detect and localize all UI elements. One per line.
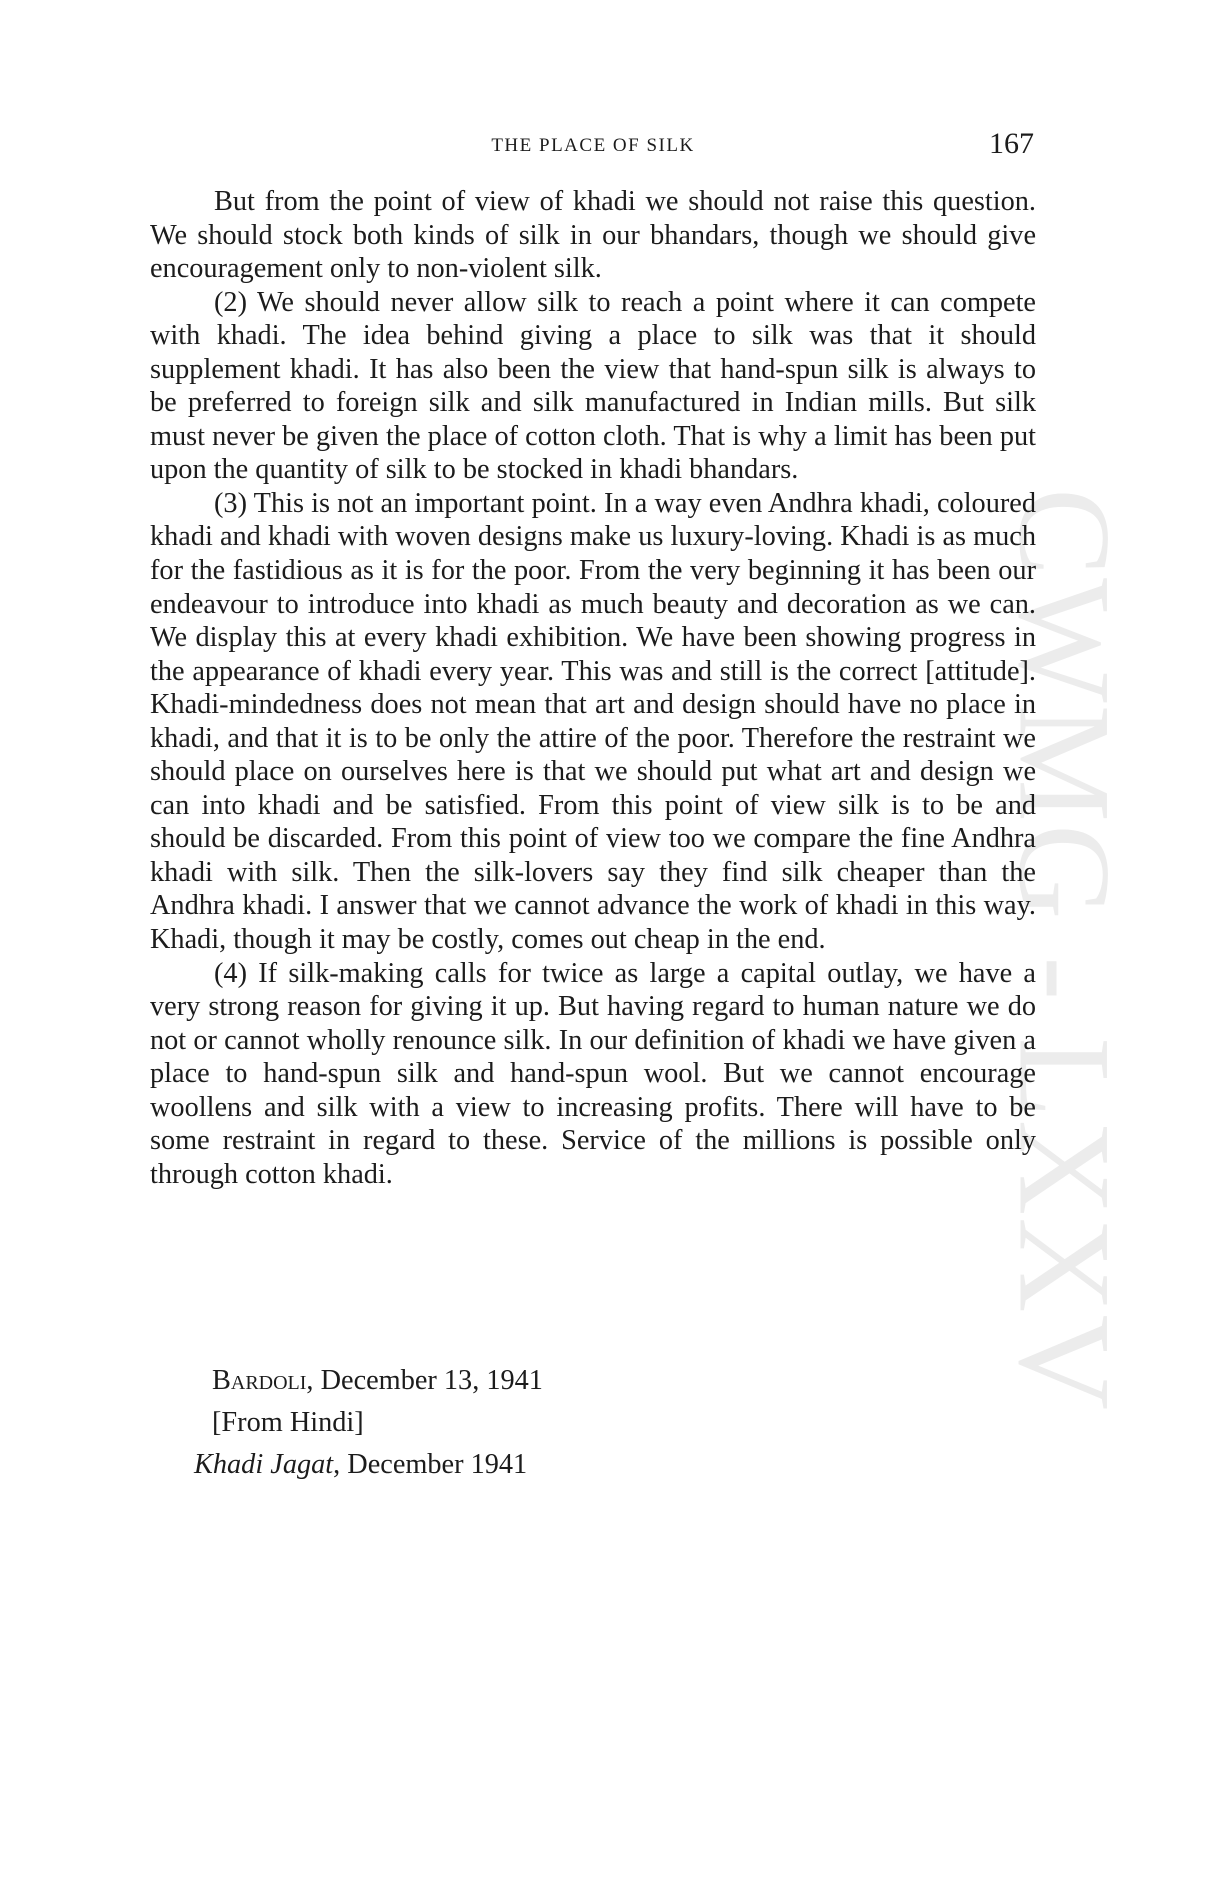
- body-text: [150, 185, 1036, 1191]
- paragraph-1: But from the point of view of khadi we should not raise this question. We should stock both kinds of silk in our bhandars, though we should give encouragement only to non-violent silk.: [150, 186, 1036, 285]
- translation-note: [From Hindi]: [212, 1407, 364, 1438]
- page-number: 167: [989, 127, 1034, 160]
- paragraph-4: (4) If silk-making calls for twice as large a capital outlay, we have a very strong reason for giving it up. But having regard to human nature we do not or cannot wholly renounce silk. In our definition of khadi we have given a place to hand-spun silk and hand-spun wool. But we cannot encourage woollens and silk with a view to increasing profits. There will have to be some restraint in regard to these. Service of the millions is possible only through cotton khadi.: [150, 957, 1036, 1190]
- running-head: [150, 127, 1036, 167]
- dateline-place: Bardoli: [212, 1365, 307, 1396]
- source-line: [194, 1444, 543, 1486]
- paragraph-3: (3) This is not an important point. In a way even Andhra khadi, coloured khadi and khadi with woven designs make us luxury-loving. Khadi is as much for the fastidious as it is for the poor. From the very beginning it has been our endeavour to introduce into khadi as much beauty and decoration as we can. We display this at every khadi exhibition. We have been showing progress in the appearance of khadi every year. This was and still is the correct [attitude]. Khadi-mindedness does not mean that art and design should have no place in khadi, and that it is to be only the attire of the poor. Therefore the restraint we should place on ourselves here is that we should put what art and design we can into khadi and be satisfied. From this point of view silk is to be and should be discarded. From this point of view too we compare the fine Andhra khadi with silk. Then the silk-lovers say they find silk cheaper than the Andhra khadi. I answer that we cannot advance the work of khadi in this way. Khadi, though it may be costly, comes out cheap in the end.: [150, 487, 1036, 956]
- closing-block: [194, 1360, 543, 1486]
- source-title: Khadi Jagat: [194, 1449, 334, 1480]
- dateline-date: , December 13, 1941: [306, 1365, 543, 1396]
- dateline: [212, 1360, 543, 1402]
- paragraph-2: (2) We should never allow silk to reach a point where it can compete with khadi. The idea behind giving a place to silk was that it should supplement khadi. It has also been the view that hand-spun silk is always to be preferred to foreign silk and silk manufactured in Indian mills. But silk must never be given the place of cotton cloth. That is why a limit has been put upon the quantity of silk to be stocked in khadi bhandars.: [150, 286, 1036, 486]
- watermark-text: CWMG - LXXV: [991, 488, 1139, 1412]
- source-date: , December 1941: [333, 1449, 528, 1480]
- running-title: THE PLACE OF SILK: [491, 135, 695, 156]
